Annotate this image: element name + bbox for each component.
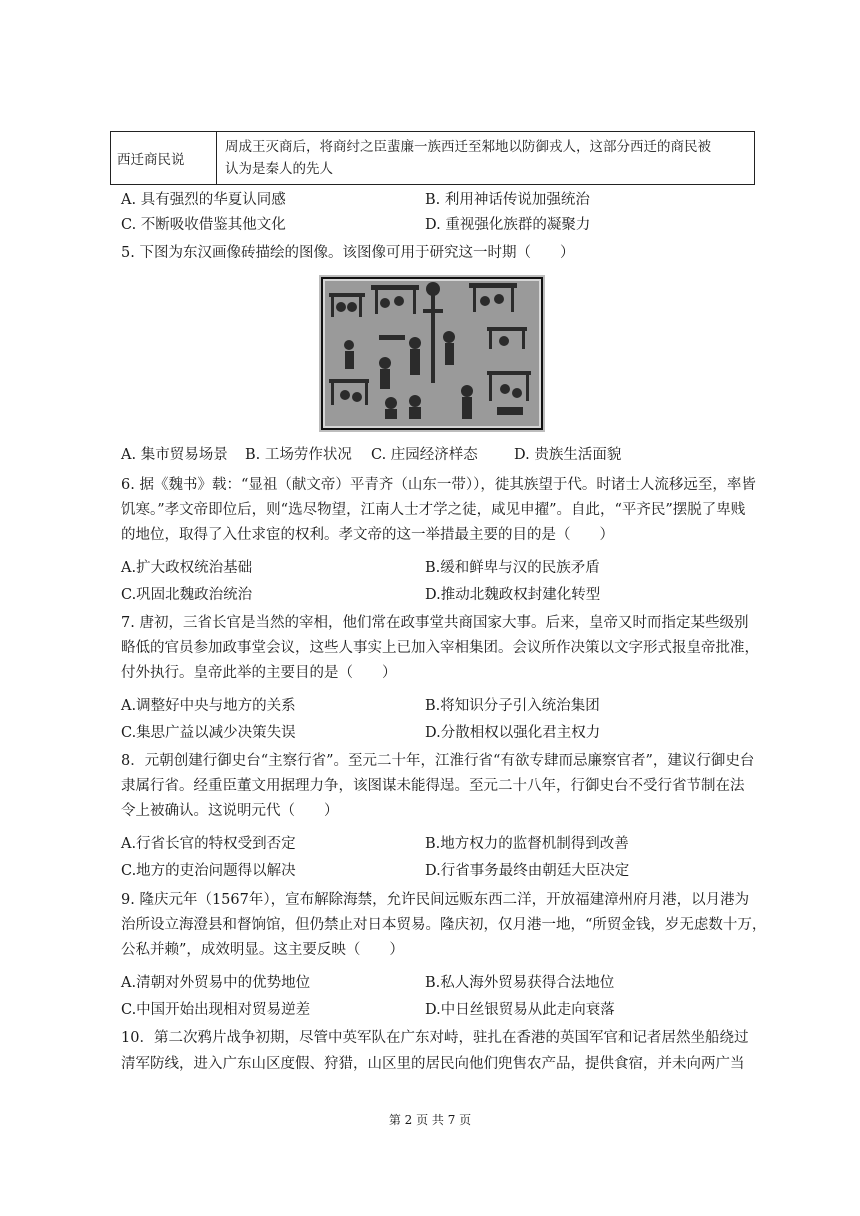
q8-stem-line-2: 隶属行省。经重臣董文用据理力争，该图谋未能得逞。至元二十八年，行御史台不受行省节制在法 [121,778,745,794]
q4-option-d: D. 重视强化族群的凝聚力 [425,217,591,233]
q5-option-b: B. 工场劳作状况 [245,447,352,463]
q7-stem-line-1: 7. 唐初，三省长官是当然的宰相，他们常在政事堂共商国家大事。后来，皇帝又时而指定某些级别 [121,615,749,631]
q5-stem: 5. 下图为东汉画像砖描绘的图像。该图像可用于研究这一时期（ ） [121,245,575,261]
table-text [217,132,754,184]
q9-option-c: C.中国开始出现相对贸易逆差 [121,1002,311,1018]
q6-stem-line-2: 饥寒。”孝文帝即位后，则“选尽物望，江南人士才学之徒，咸见申擢”。自此，“平齐民”摆脱了卑贱 [121,502,746,518]
q9-option-a: A.清朝对外贸易中的优势地位 [121,975,311,991]
q5-option-a: A. 集市贸易场景 [121,447,228,463]
q7-stem-line-3: 付外执行。皇帝此举的主要目的是（ ） [121,665,397,681]
q6-stem-line-3: 的地位，取得了入仕求宦的权利。孝文帝的这一举措最主要的目的是（ ） [121,527,614,543]
q6-option-d: D.推动北魏政权封建化转型 [425,587,601,603]
q7-option-a: A.调整好中央与地方的关系 [121,698,296,714]
q4-option-c: C. 不断吸收借鉴其他文化 [121,217,286,233]
q8-option-b: B.地方权力的监督机制得到改善 [425,836,629,852]
q9-option-b: B.私人海外贸易获得合法地位 [425,975,615,991]
han-brick-relief-image [319,275,545,432]
q8-option-d: D.行省事务最终由朝廷大臣决定 [425,863,630,879]
q9-stem-line-2: 治所设立海澄县和督饷馆，但仍禁止对日本贸易。隆庆初，仅月港一地，“所贸金钱，岁无虑数十万， [121,917,767,933]
table-text-line-1: 周成王灭商后，将商纣之臣蜚廉一族西迁至邾地以防御戎人，这部分西迁的商民被 [225,139,711,155]
q6-option-c: C.巩固北魏政治统治 [121,587,253,603]
q6-option-a: A.扩大政权统治基础 [121,560,253,576]
q7-stem-line-2: 略低的官员参加政事堂会议，这些人事实上已加入宰相集团。会议所作决策以文字形式报皇帝批准， [121,640,759,656]
table-label: 西迁商民说 [111,132,217,184]
info-table [110,131,755,185]
q10-stem-line-1: 10．第二次鸦片战争初期，尽管中英军队在广东对峙，驻扎在香港的英国军官和记者居然坐船绕过 [121,1030,749,1046]
q8-stem-line-1: 8．元朝创建行御史台“主察行省”。至元二十年，江淮行省“有欲专肆而忌廉察官者”，建议行御史台 [121,753,755,769]
q7-option-c: C.集思广益以减少决策失误 [121,725,296,741]
page-number: 第 2 页 共 7 页 [388,1113,472,1127]
relief-illustration [319,275,545,432]
table-text-line-2: 认为是秦人的先人 [225,161,333,177]
q10-stem-line-2: 清军防线，进入广东山区度假、狩猎，山区里的居民向他们兜售农产品，提供食宿，并未向两广当 [121,1056,745,1072]
q8-stem-line-3: 令上被确认。这说明元代（ ） [121,803,339,819]
q5-option-d: D. 贵族生活面貌 [514,447,622,463]
q9-stem-line-3: 公私并赖”，成效明显。这主要反映（ ） [121,942,404,958]
q6-stem-line-1: 6. 据《魏书》载：“显祖（献文帝）平青齐（山东一带）），徙其族望于代。时诸士人流移远至，率皆 [121,477,756,493]
q6-option-b: B.缓和鲜卑与汉的民族矛盾 [425,560,600,576]
q9-option-d: D.中日丝银贸易从此走向衰落 [425,1002,615,1018]
q5-option-c: C. 庄园经济样态 [371,447,478,463]
q7-option-b: B.将知识分子引入统治集团 [425,698,600,714]
q9-stem-line-1: 9. 隆庆元年（1567年），宣布解除海禁，允许民间远贩东西二洋，开放福建漳州府月港，以月港为 [121,892,750,908]
q4-option-b: B. 利用神话传说加强统治 [425,192,590,208]
q4-option-a: A. 具有强烈的华夏认同感 [121,192,286,208]
q8-option-a: A.行省长官的特权受到否定 [121,836,296,852]
q7-option-d: D.分散相权以强化君主权力 [425,725,601,741]
q8-option-c: C.地方的吏治问题得以解决 [121,863,296,879]
